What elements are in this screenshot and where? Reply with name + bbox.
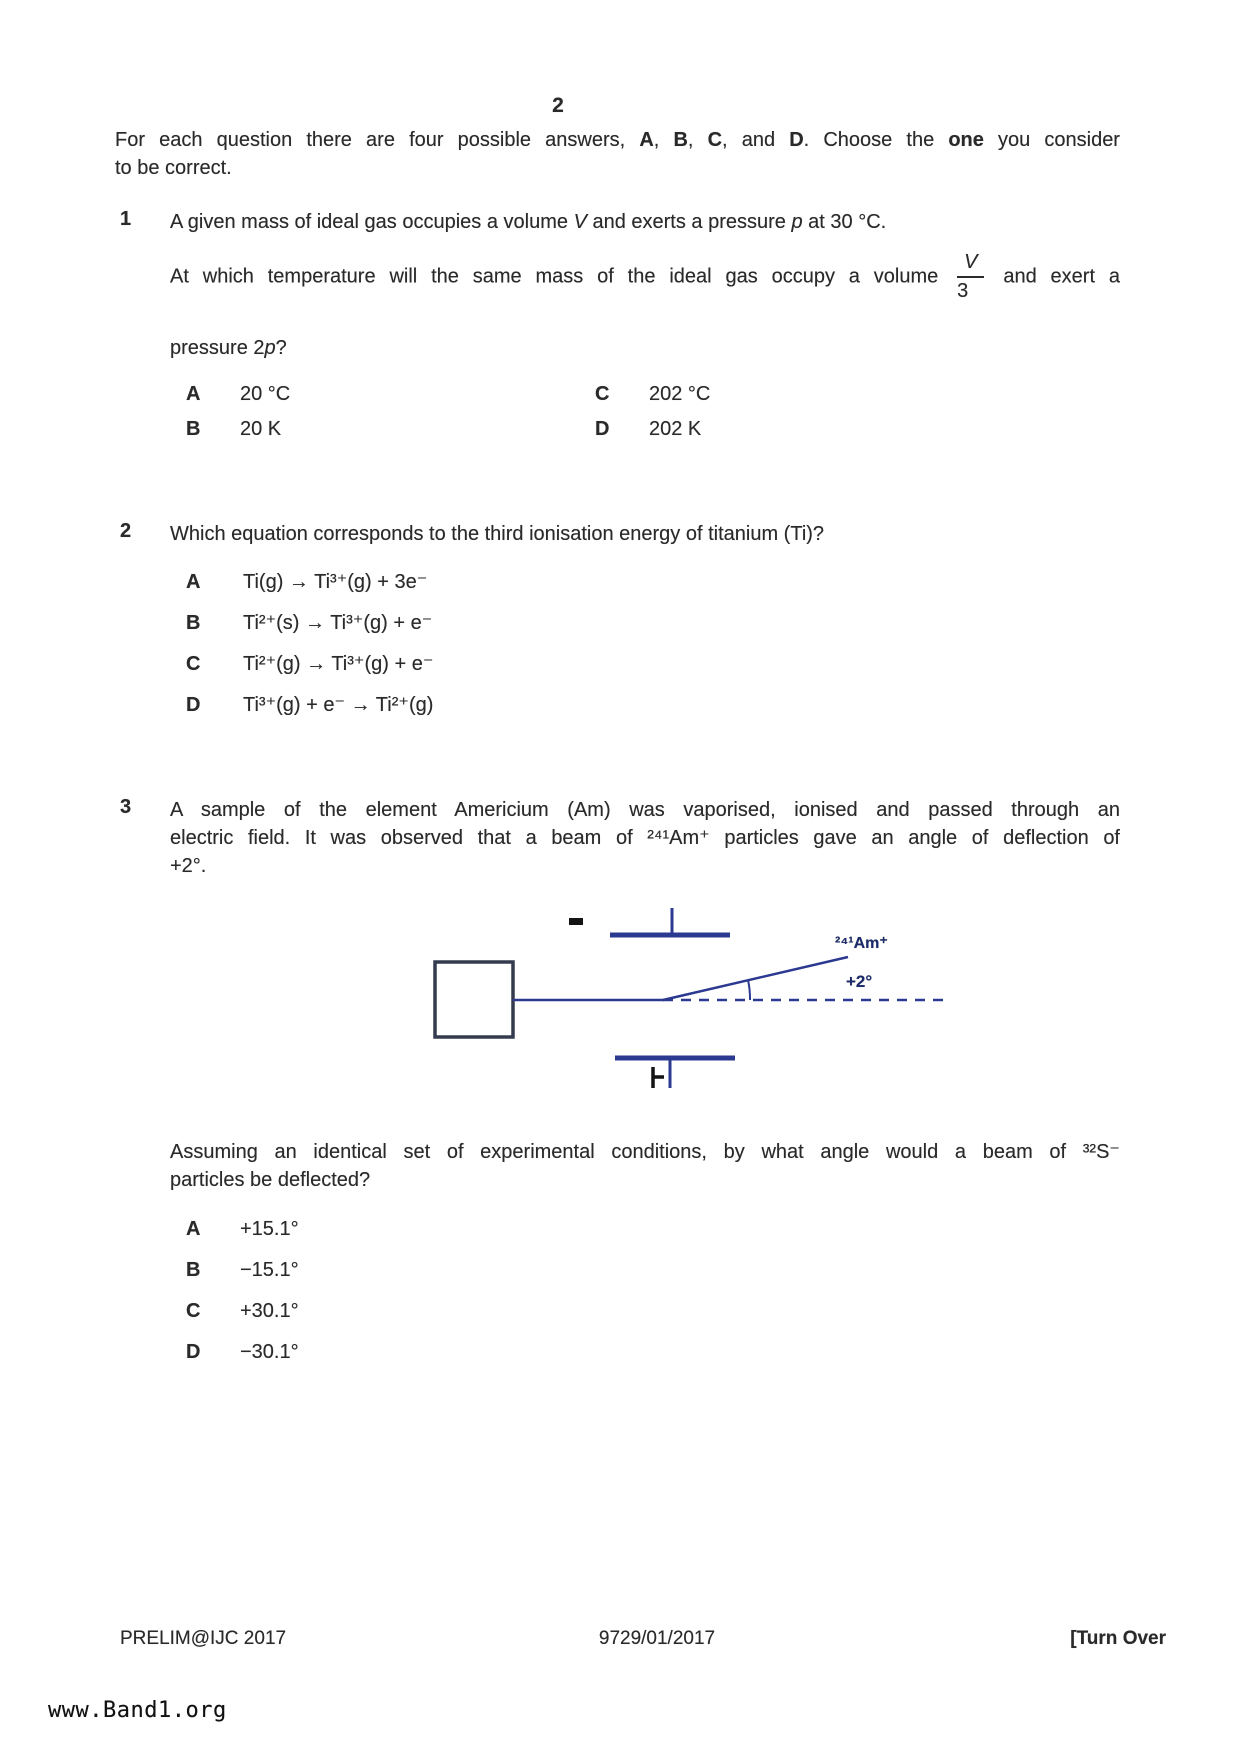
- intro-line-1: [115, 126, 1120, 154]
- q3-followup-line: Assuming an identical set of experimental conditions, by what angle would a beam of ³²S⁻: [170, 1141, 1120, 1163]
- fraction-v-over-3: [957, 252, 984, 302]
- option-row: [186, 1297, 299, 1325]
- intro-text: ,: [687, 129, 708, 151]
- footer-paper-code: 9729/01/2017: [598, 1628, 716, 1649]
- q3-followup-paragraph: [170, 1138, 1120, 1194]
- option-letter: C: [186, 1300, 201, 1322]
- intro-text: ,: [653, 129, 674, 151]
- beam-label: ²⁴¹Am⁺: [835, 935, 888, 952]
- option-value: −15.1°: [240, 1259, 299, 1281]
- intro-bold-c: C: [707, 129, 723, 151]
- deflected-beam-line: [663, 957, 848, 1000]
- option-letter: D: [595, 418, 610, 440]
- q1-volume-symbol: V: [573, 211, 587, 233]
- option-row: [186, 415, 281, 443]
- intro-text: , and: [722, 129, 790, 151]
- plus-sign: [653, 1067, 664, 1088]
- intro-bold-a: A: [639, 129, 654, 151]
- option-row: [595, 415, 701, 443]
- option-letter: D: [186, 694, 201, 716]
- q3-text-line: +2°.: [170, 855, 207, 877]
- option-letter: A: [186, 1218, 201, 1240]
- q1-pressure-symbol: p: [264, 337, 276, 359]
- option-letter: C: [595, 383, 610, 405]
- option-value: 20 °C: [240, 383, 291, 405]
- option-letter: C: [186, 653, 201, 675]
- option-letter: D: [186, 1341, 201, 1363]
- intro-text: you consider: [983, 129, 1120, 151]
- q1-text-part: at 30 °C.: [802, 211, 887, 233]
- angle-label: +2°: [846, 972, 873, 991]
- option-letter: A: [186, 571, 201, 593]
- option-row: [186, 1215, 299, 1243]
- fraction-numerator: V: [957, 252, 984, 278]
- minus-sign: [569, 918, 583, 925]
- option-letter: B: [186, 1259, 201, 1281]
- q1-text-part: At which temperature will the same mass of the ideal gas occupy a volume: [170, 265, 953, 288]
- q1-text-part: pressure 2: [170, 337, 265, 359]
- option-value: 202 K: [649, 418, 702, 440]
- q3-followup-line: particles be deflected?: [170, 1169, 371, 1191]
- option-row: [186, 650, 433, 678]
- q1-text-part: and exert a: [989, 265, 1121, 288]
- q2-text: Which equation corresponds to the third ionisation energy of titanium (Ti)?: [170, 523, 825, 545]
- intro-bold-one: one: [948, 129, 984, 151]
- option-letter: A: [186, 383, 201, 405]
- intro-paragraph: [115, 126, 1120, 182]
- option-equation: Ti³⁺(g) + e⁻ → Ti²⁺(g): [243, 694, 434, 716]
- option-value: 202 °C: [649, 383, 711, 405]
- q3-text-line: A sample of the element Americium (Am) was vaporised, ionised and passed through an: [170, 799, 1120, 821]
- q1-text-part: A given mass of ideal gas occupies a volume: [170, 211, 574, 233]
- footer-turn-over: [Turn Over: [1070, 1628, 1166, 1649]
- q3-text-line: electric field. It was observed that a beam of ²⁴¹Am⁺ particles gave an angle of deflection of: [170, 827, 1120, 849]
- option-row: [186, 1256, 299, 1284]
- q3-number: 3: [120, 796, 132, 818]
- intro-bold-d: D: [789, 129, 804, 151]
- option-value: +30.1°: [240, 1300, 299, 1322]
- option-row: [186, 691, 433, 719]
- option-letter: B: [186, 418, 201, 440]
- option-row: [186, 1338, 299, 1366]
- intro-text: . Choose the: [803, 129, 949, 151]
- q1-text-part: and exerts a pressure: [586, 211, 792, 233]
- q1-pressure-symbol: p: [791, 211, 803, 233]
- option-row: [186, 609, 432, 637]
- footer-exam-name: PRELIM@IJC 2017: [120, 1628, 287, 1649]
- intro-line-2: to be correct.: [115, 157, 232, 179]
- intro-text: For each question there are four possible answers,: [115, 129, 640, 151]
- option-row: [186, 568, 427, 596]
- option-letter: B: [186, 612, 201, 634]
- option-row: [595, 380, 710, 408]
- deflection-diagram: [420, 900, 980, 1105]
- option-value: 20 K: [240, 418, 282, 440]
- watermark: www.Band1.org: [48, 1698, 227, 1723]
- page-number: 2: [552, 94, 564, 117]
- q1-text: [170, 208, 1130, 236]
- fraction-denominator: 3: [957, 280, 969, 302]
- q1-number: 1: [120, 208, 132, 230]
- option-value: +15.1°: [240, 1218, 299, 1240]
- q1-text-line3: [170, 334, 287, 362]
- q1-text-line2: [170, 252, 1120, 302]
- intro-bold-b: B: [673, 129, 688, 151]
- option-equation: Ti²⁺(s) → Ti³⁺(g) + e⁻: [243, 612, 433, 634]
- option-row: [186, 380, 290, 408]
- angle-arc: [748, 980, 750, 1000]
- option-equation: Ti²⁺(g) → Ti³⁺(g) + e⁻: [243, 653, 434, 675]
- option-equation: Ti(g) → Ti³⁺(g) + 3e⁻: [243, 571, 428, 593]
- q2-number: 2: [120, 520, 132, 542]
- q1-text-part: ?: [275, 337, 287, 359]
- ion-source-box: [435, 962, 513, 1037]
- option-value: −30.1°: [240, 1341, 299, 1363]
- q3-paragraph: [170, 796, 1120, 880]
